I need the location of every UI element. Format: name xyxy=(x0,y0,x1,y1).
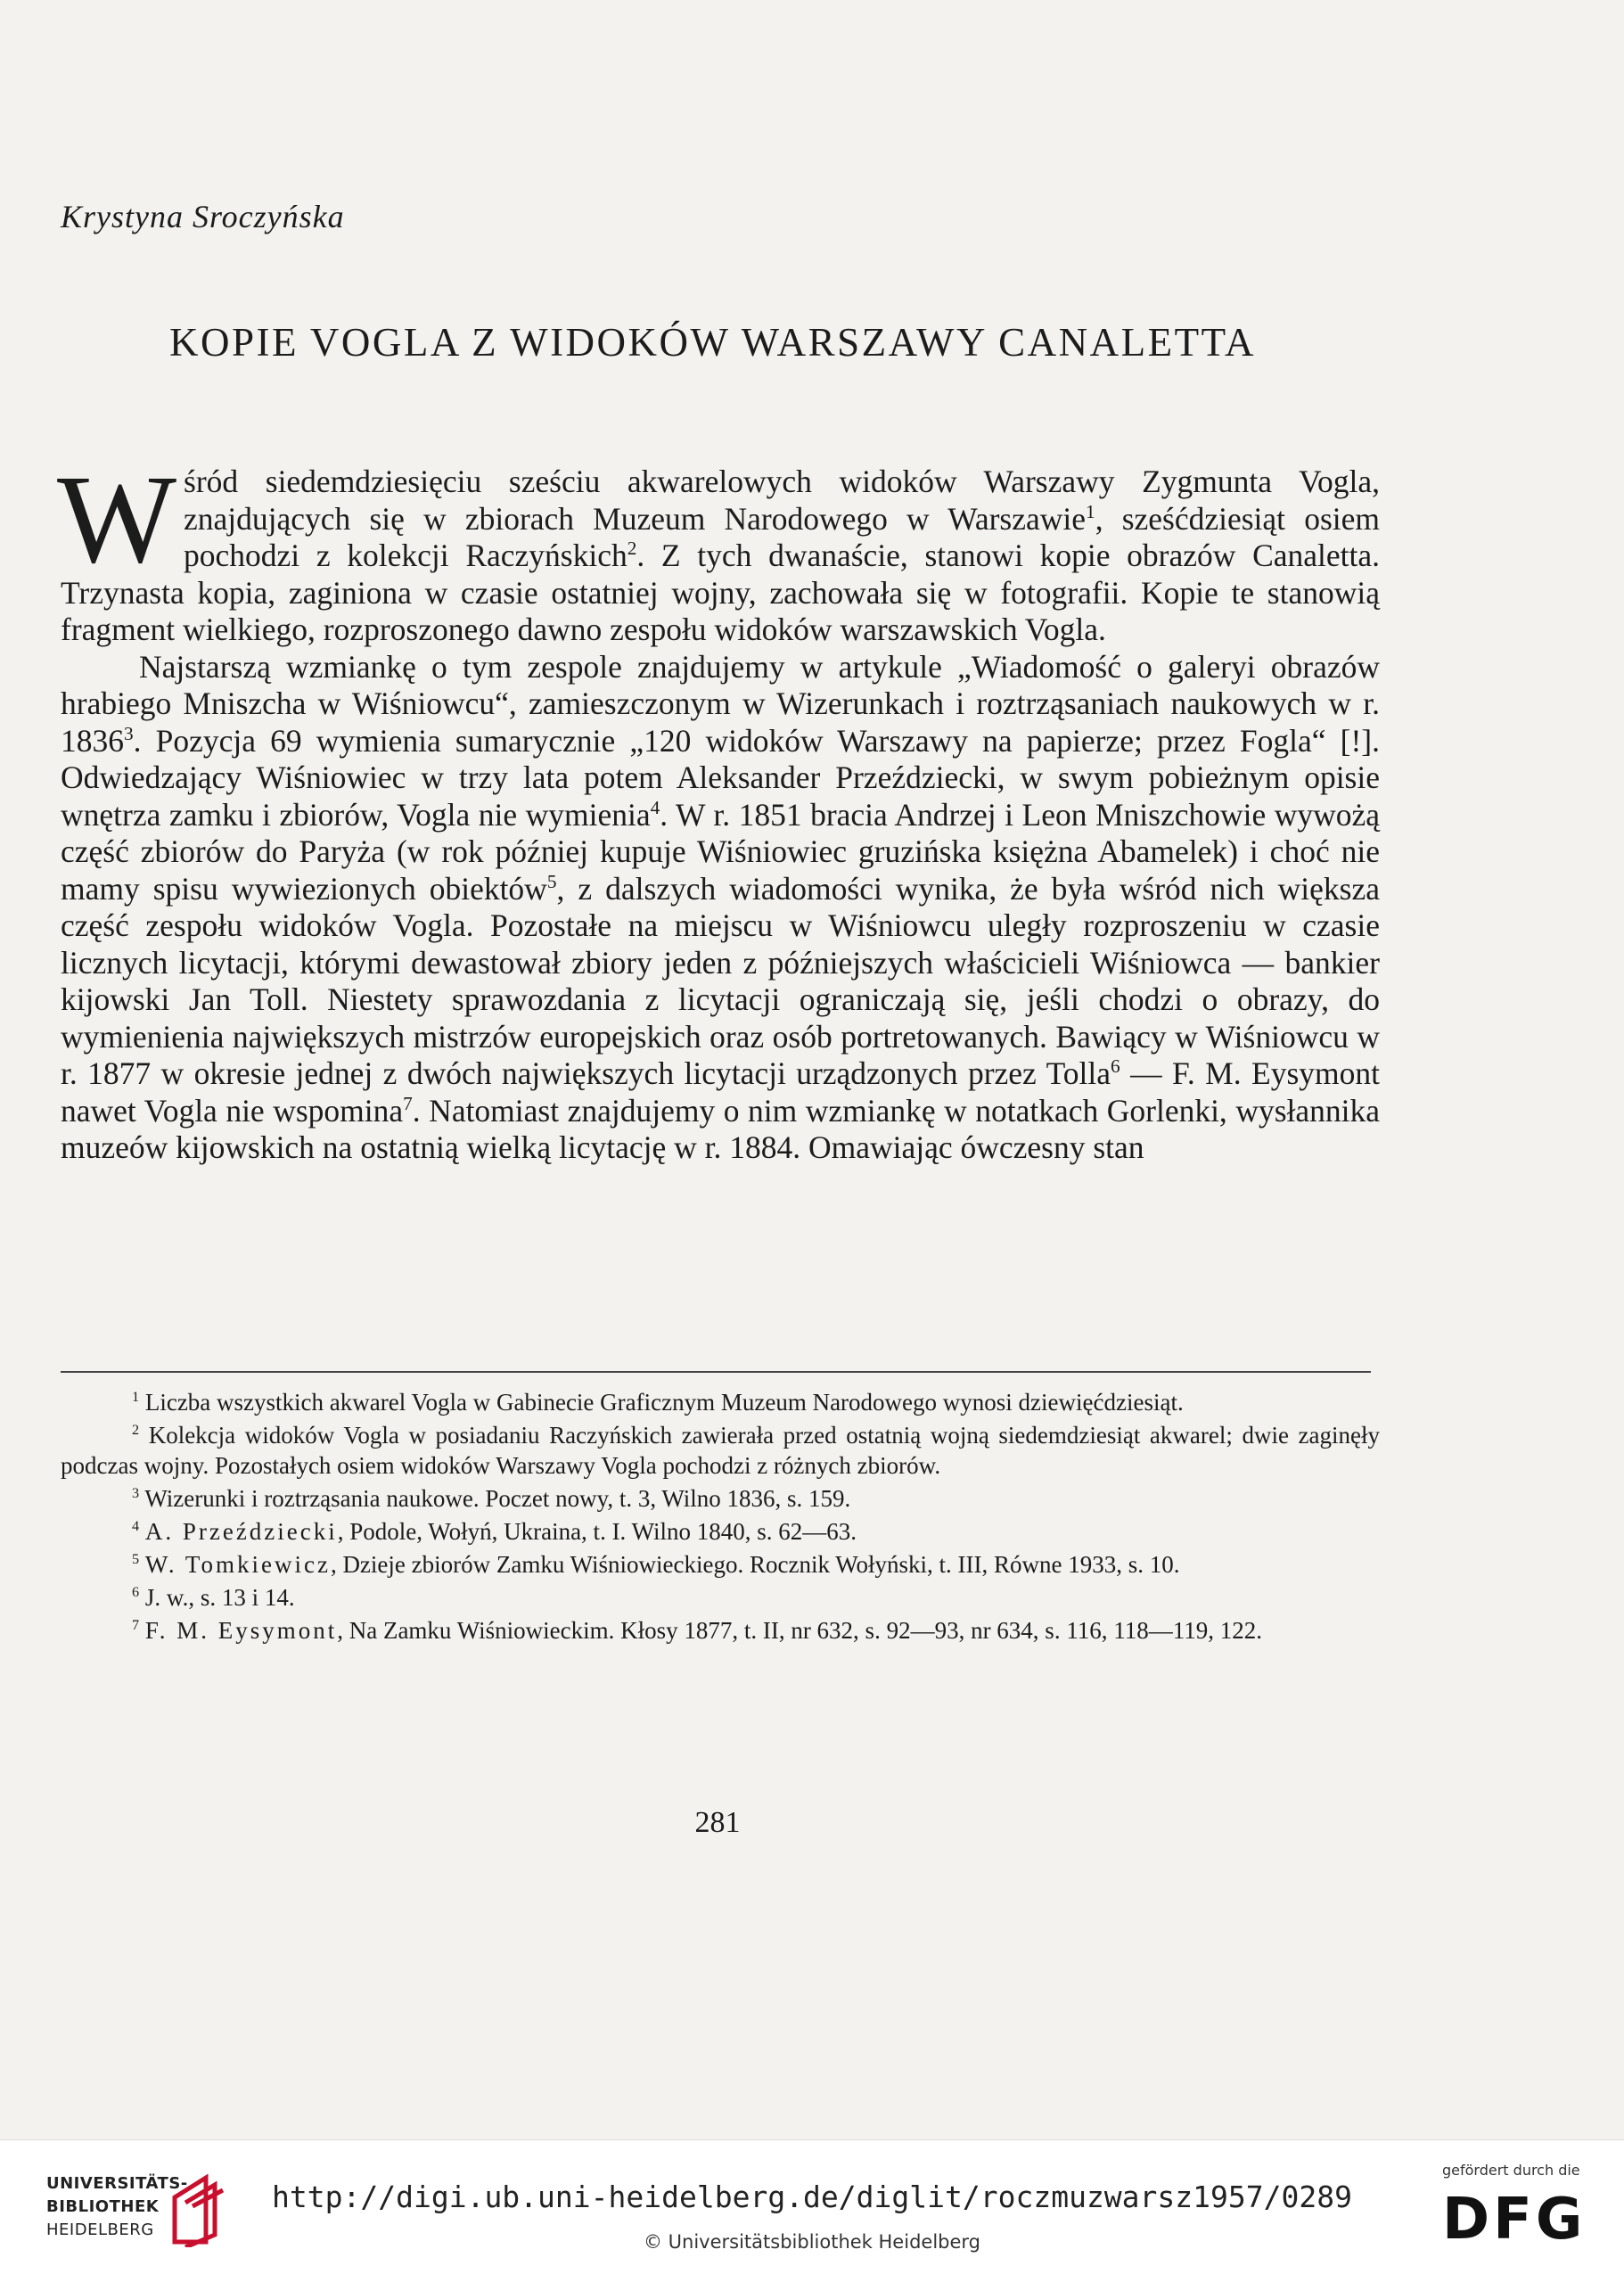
footnote-text: Wizerunki i roztrząsania naukowe. Poczet nowy, t. 3, Wilno 1836, s. 159. xyxy=(144,1485,851,1512)
text-run: . W r. 1851 bracia Andrzej i Leon Mniszchowie wywożą część zbiorów do Paryża (w rok później kupuje Wiśniowiec gruzińska księżna Abamelek) i choć nie mamy spisu wywiezionych obiektów xyxy=(61,796,1380,907)
text-run: . Natomiast znajdujemy o nim wzmiankę w notatkach Gorlenki, wysłannika muzeów kijowskich na ostatnią wielką licytację w r. 1884. Omawiając ówczesny stan xyxy=(61,1092,1381,1165)
text-run: śród siedemdziesięciu sześciu akwarelowych widoków Warszawy Zygmunta Vogla, znajdujących się w zbiorach Muzeum Narodowego w Warszawie xyxy=(184,464,1380,537)
footnote-text: J. w., s. 13 i 14. xyxy=(144,1584,295,1611)
article-body xyxy=(57,448,1381,1167)
footnote-6 xyxy=(61,1582,1380,1613)
footnote-ref-7[interactable]: 7 xyxy=(403,1092,413,1114)
footnote-3 xyxy=(61,1483,1380,1514)
footnote-number: 2 xyxy=(132,1422,140,1438)
text-run: — F. M. Eysymont nawet Vogla nie wspomina xyxy=(61,1055,1380,1129)
footnote-text: Kolekcja widoków Vogla w posiadaniu Raczyńskich zawierała przed ostatnią wojną siedemdziesiąt akwarel; dwie zaginęły podczas wojny. Pozostałych osiem widoków Warszawy Vogla pochodzi z różnych zbiorów. xyxy=(61,1422,1381,1479)
dfg-logo[interactable]: DFG xyxy=(1442,2187,1587,2253)
footnote-text: , Dzieje zbiorów Zamku Wiśniowieckiego. Rocznik Wołyński, t. III, Równe 1933, s. 10. xyxy=(330,1551,1180,1578)
paragraph-2 xyxy=(61,649,1380,1167)
text-run: Najstarszą wzmiankę o tym zespole znajdujemy w artykule „Wiadomość o galeryi obrazów hrabiego Mniszcha w Wiśniowcu“, zamieszczonym w Wizerunkach i roztrząsaniach naukowych w r. 1836 xyxy=(61,648,1380,759)
footnote-4 xyxy=(61,1516,1380,1547)
library-name-line: BIBLIOTHEK xyxy=(46,2197,160,2216)
footnote-text: Liczba wszystkich akwarel Vogla w Gabinecie Graficznym Muzeum Narodowego wynosi dziewięćdziesiąt. xyxy=(144,1389,1184,1416)
library-name-line: UNIVERSITÄTS- xyxy=(46,2174,188,2193)
viewer-footer xyxy=(0,2139,1624,2274)
footnotes xyxy=(61,1387,1380,1648)
page-number: 281 xyxy=(694,1806,741,1839)
footnote-5 xyxy=(61,1549,1380,1580)
text-run: . Z tych dwanaście, stanowi kopie obrazów Canaletta. Trzynasta kopia, zaginiona w czasie ostatniej wojny, zachowała się w fotografii. Kopie te stanowią fragment wielkiego, rozproszonego dawno zespołu widoków warszawskich Vogla. xyxy=(61,538,1380,647)
footnote-2 xyxy=(61,1420,1380,1481)
footnote-number: 1 xyxy=(132,1389,140,1405)
footnote-ref-3[interactable]: 3 xyxy=(124,722,134,744)
funding-note: gefördert durch die xyxy=(1442,2162,1580,2179)
text-run: , sześćdziesiąt osiem pochodzi z kolekcji Raczyńskich xyxy=(184,500,1380,573)
footnote-ref-6[interactable]: 6 xyxy=(1111,1055,1120,1078)
copyright-notice: © Universitätsbibliothek Heidelberg xyxy=(643,2231,980,2253)
footnote-number: 6 xyxy=(132,1584,140,1600)
footnote-number: 3 xyxy=(132,1485,140,1501)
cited-author: W. Tomkiewicz xyxy=(144,1551,331,1578)
footnote-number: 5 xyxy=(132,1551,140,1567)
footnote-ref-1[interactable]: 1 xyxy=(1086,500,1095,522)
author-name: Krystyna Sroczyńska xyxy=(61,199,345,234)
library-name-line: HEIDELBERG xyxy=(46,2221,154,2239)
footnote-ref-2[interactable]: 2 xyxy=(627,538,637,560)
footnote-number: 7 xyxy=(132,1617,140,1633)
article-title: KOPIE VOGLA Z WIDOKÓW WARSZAWY CANALETTA xyxy=(169,320,1256,365)
footnote-number: 4 xyxy=(132,1518,140,1534)
footnote-1 xyxy=(61,1387,1380,1417)
cited-author: A. Przeździecki xyxy=(144,1518,338,1545)
footnote-text: , Podole, Wołyń, Ukraina, t. I. Wilno 1840, s. 62—63. xyxy=(337,1518,857,1545)
permalink-url[interactable]: http://digi.ub.uni-heidelberg.de/diglit/roczmuzwarsz1957/0289 xyxy=(272,2180,1352,2214)
footnote-text: , Na Zamku Wiśniowieckim. Kłosy 1877, t. II, nr 632, s. 92—93, nr 634, s. 116, 118—119, 122. xyxy=(337,1617,1263,1644)
drop-cap: W xyxy=(57,448,177,589)
footnote-ref-5[interactable]: 5 xyxy=(546,870,557,892)
cited-author: F. M. Eysymont xyxy=(144,1617,338,1644)
footnote-divider xyxy=(61,1371,1371,1373)
paragraph-1 xyxy=(57,448,1380,649)
text-run: , z dalszych wiadomości wynika, że była wśród nich większa część zespołu widoków Vogla. Pozostałe na miejscu w Wiśniowcu uległy rozproszeniu w czasie licznych licytacji, którymi dewastował zbiory jeden z późniejszych właścicieli Wiśniowca — bankier kijowski Jan Toll. Niestety sprawozdania z licytacji ograniczają się, jeśli chodzi o obrazy, do wymienienia największych mistrzów europejskich oraz osób portretowanych. Bawiący w Wiśniowcu w r. 1877 w okresie jednej z dwóch największych licytacji urządzonych przez Tolla xyxy=(61,870,1380,1091)
footnote-7 xyxy=(61,1615,1380,1646)
footnote-ref-4[interactable]: 4 xyxy=(650,796,660,818)
text-run: . Pozycja 69 wymienia sumarycznie „120 widoków Warszawy na papierze; przez Fogla“ [!]. Odwiedzający Wiśniowiec w trzy lata potem Aleksander Przeździecki, w swym pobieżnym opisie wnętrza zamku i zbiorów, Vogla nie wymienia xyxy=(61,722,1380,833)
